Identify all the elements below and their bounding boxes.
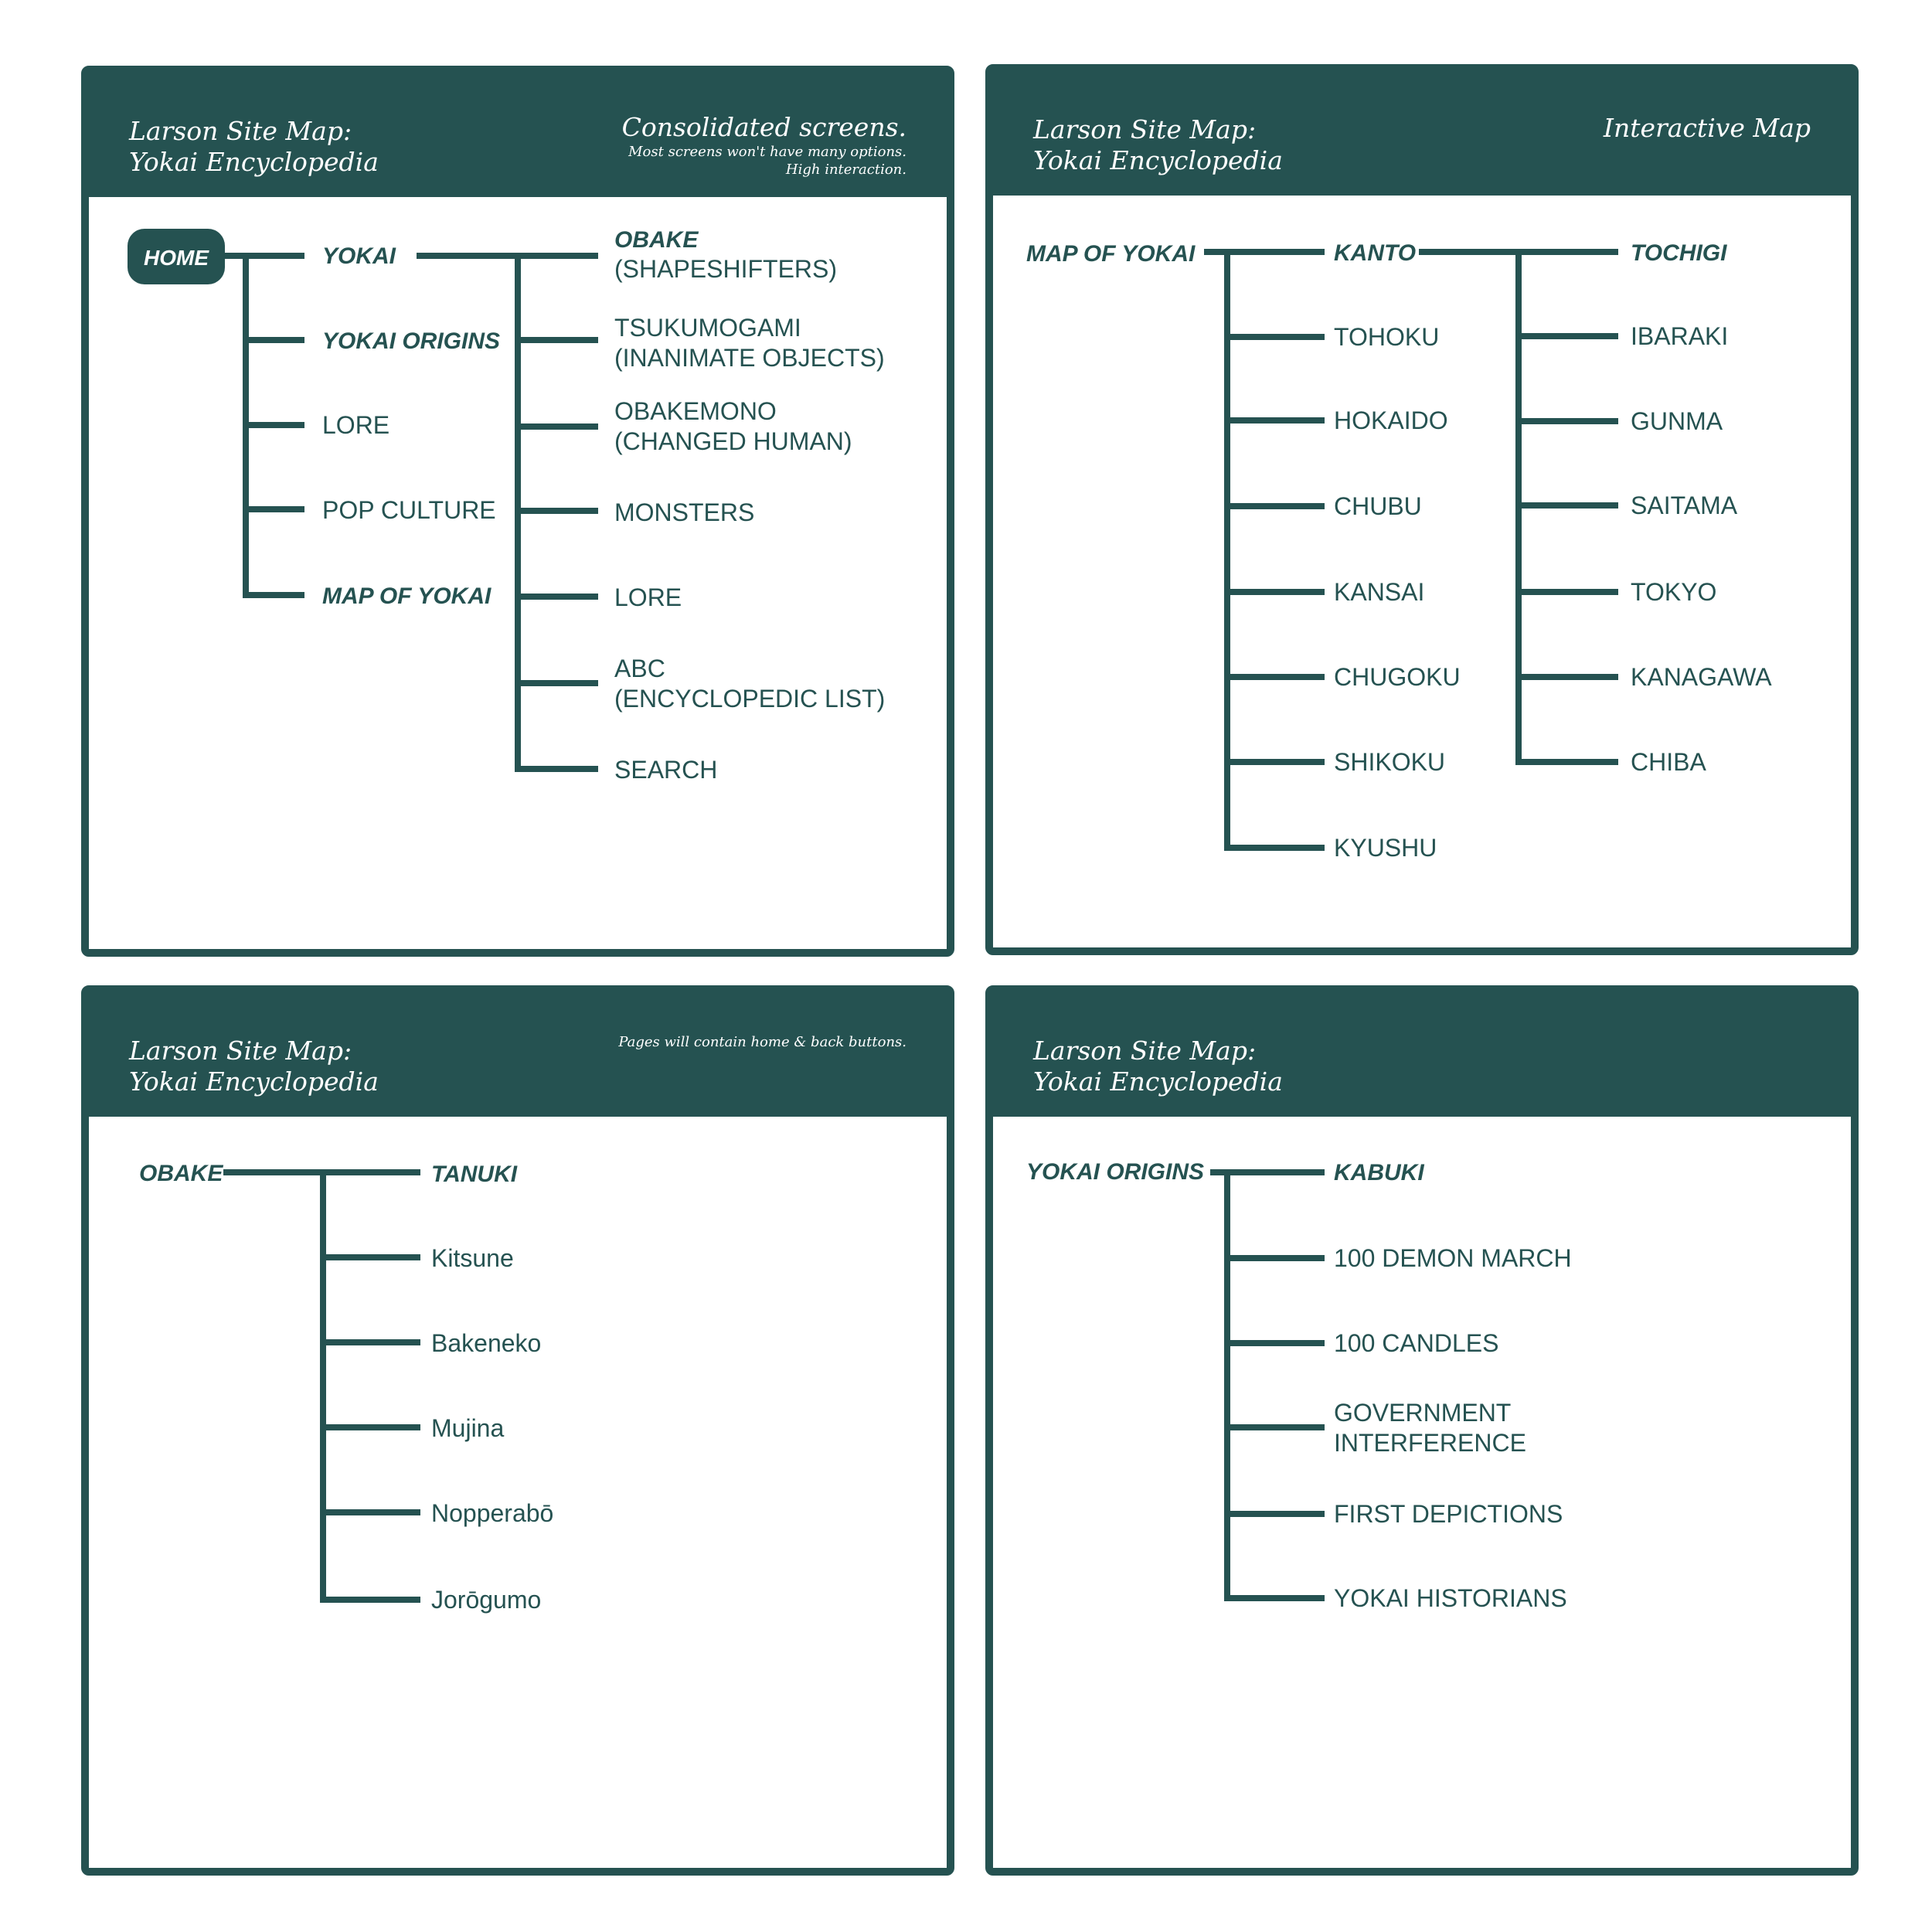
node-government-line2: INTERFERENCE [1334,1429,1526,1457]
node-chubu[interactable]: CHUBU [1334,492,1422,520]
note-main: Consolidated screens. [621,112,906,142]
node-yokai[interactable]: YOKAI [322,243,396,269]
node-100-candles[interactable]: 100 CANDLES [1334,1329,1499,1357]
node-abc-subtitle: (ENCYCLOPEDIC LIST) [614,685,886,713]
title-line-2: Yokai Encyclopedia [1033,1066,1283,1097]
node-yokai-origins[interactable]: YOKAI ORIGINS [322,328,501,354]
title-line-2: Yokai Encyclopedia [1033,145,1283,175]
node-monsters[interactable]: MONSTERS [614,498,755,526]
node-yokai-historians[interactable]: YOKAI HISTORIANS [1334,1584,1567,1612]
node-kabuki[interactable]: KABUKI [1334,1160,1424,1185]
tree-connectors-panel3 [226,1172,417,1600]
title-line-1: Larson Site Map: [129,1036,352,1066]
node-lore-sub[interactable]: LORE [614,583,682,611]
node-jorogumo[interactable]: Jorōgumo [431,1586,542,1614]
node-obake-subtitle: (SHAPESHIFTERS) [614,255,838,283]
title-line-2: Yokai Encyclopedia [129,147,379,177]
node-tsukumogami[interactable]: TSUKUMOGAMI [614,314,801,342]
node-gunma[interactable]: GUNMA [1631,407,1723,435]
node-abc[interactable]: ABC [614,655,665,682]
tree-connectors-panel4 [1213,1172,1321,1598]
node-tohoku[interactable]: TOHOKU [1334,323,1440,351]
node-map-of-yokai[interactable]: MAP OF YOKAI [322,583,492,609]
node-obake-root[interactable]: OBAKE [139,1161,223,1186]
node-obakemono-subtitle: (CHANGED HUMAN) [614,427,852,455]
node-pop-culture[interactable]: POP CULTURE [322,496,496,524]
node-kansai[interactable]: KANSAI [1334,578,1425,606]
node-chiba[interactable]: CHIBA [1631,748,1706,776]
node-shikoku[interactable]: SHIKOKU [1334,748,1446,776]
node-obake[interactable]: OBAKE [614,227,699,253]
node-obakemono[interactable]: OBAKEMONO [614,397,777,425]
note-line-2: Most screens won't have many options. [628,144,906,160]
node-tanuki[interactable]: TANUKI [431,1162,518,1187]
node-100-demon-march[interactable]: 100 DEMON MARCH [1334,1244,1572,1272]
node-ibaraki[interactable]: IBARAKI [1631,322,1729,350]
node-search[interactable]: SEARCH [614,756,718,784]
node-kyushu[interactable]: KYUSHU [1334,834,1437,862]
title-line-1: Larson Site Map: [1033,1036,1257,1066]
node-map-of-yokai-root[interactable]: MAP OF YOKAI [1026,241,1196,267]
node-tsukumogami-subtitle: (INANIMATE OBJECTS) [614,344,885,372]
title-line-1: Larson Site Map: [129,116,352,146]
node-home[interactable]: HOME [144,246,209,270]
node-tochigi[interactable]: TOCHIGI [1631,240,1727,266]
node-chugoku[interactable]: CHUGOKU [1334,663,1461,691]
node-bakeneko[interactable]: Bakeneko [431,1329,542,1357]
node-tokyo[interactable]: TOKYO [1631,578,1717,606]
node-kanto[interactable]: KANTO [1334,240,1417,266]
node-kitsune[interactable]: Kitsune [431,1244,514,1272]
node-saitama[interactable]: SAITAMA [1631,492,1738,519]
node-hokaido[interactable]: HOKAIDO [1334,406,1448,434]
title-line-1: Larson Site Map: [1033,114,1257,145]
note-small: Pages will contain home & back buttons. [618,1034,906,1050]
node-lore[interactable]: LORE [322,411,390,439]
note-line-3: High interaction. [785,162,906,178]
node-yokai-origins-root[interactable]: YOKAI ORIGINS [1026,1159,1205,1185]
node-first-depictions[interactable]: FIRST DEPICTIONS [1334,1500,1563,1528]
node-government[interactable]: GOVERNMENT [1334,1399,1512,1427]
node-nopperabo[interactable]: Nopperabō [431,1499,554,1527]
node-kanagawa[interactable]: KANAGAWA [1631,663,1772,691]
title-line-2: Yokai Encyclopedia [129,1066,379,1097]
note-main: Interactive Map [1603,113,1811,143]
node-mujina[interactable]: Mujina [431,1414,505,1442]
